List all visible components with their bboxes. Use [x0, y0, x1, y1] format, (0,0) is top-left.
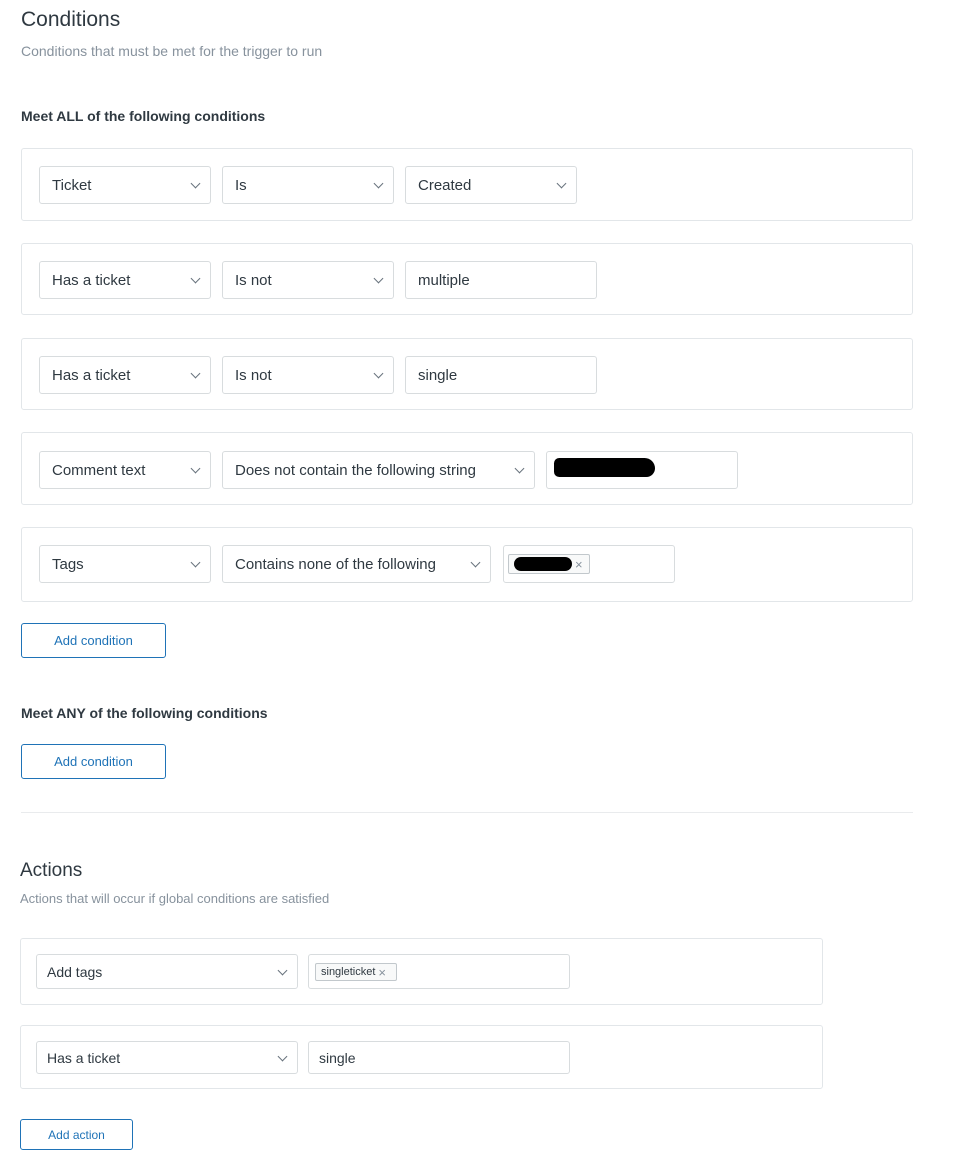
condition-value-text: multiple — [418, 271, 470, 289]
tag-label: singleticket — [321, 966, 376, 978]
chevron-down-icon — [191, 369, 201, 379]
condition-operator-select[interactable] — [222, 545, 491, 583]
condition-field-value: Has a ticket — [52, 366, 131, 384]
chevron-down-icon — [191, 179, 201, 189]
condition-field-value: Tags — [52, 555, 84, 573]
action-row — [20, 1025, 823, 1089]
action-field-value: Has a ticket — [47, 1049, 121, 1066]
condition-value-select[interactable] — [405, 166, 577, 204]
condition-row — [21, 148, 913, 221]
add-condition-all-button[interactable]: Add condition — [21, 623, 166, 658]
meet-all-label: Meet ALL of the following conditions — [21, 108, 266, 124]
chevron-down-icon — [278, 965, 288, 975]
condition-value-text: Created — [418, 176, 472, 194]
condition-operator-value: Is not — [235, 271, 272, 289]
chevron-down-icon — [191, 558, 201, 568]
action-field-select[interactable] — [36, 954, 298, 989]
conditions-subtitle: Conditions that must be met for the trigger to run — [21, 43, 323, 59]
condition-field-value: Ticket — [52, 176, 92, 194]
tag-remove-icon[interactable]: × — [575, 556, 583, 572]
chevron-down-icon — [515, 464, 525, 474]
chevron-down-icon — [471, 558, 481, 568]
redaction-mark — [554, 458, 655, 477]
action-value-text: single — [319, 1049, 356, 1066]
chevron-down-icon — [374, 274, 384, 284]
action-field-value: Add tags — [47, 963, 103, 980]
chevron-down-icon — [374, 369, 384, 379]
condition-row — [21, 432, 913, 505]
action-row — [20, 938, 823, 1005]
condition-value-text: single — [418, 366, 458, 384]
tags-input[interactable] — [503, 545, 675, 583]
condition-value-input[interactable] — [405, 356, 597, 394]
section-divider — [21, 812, 913, 813]
redaction-mark — [514, 557, 572, 571]
condition-operator-value: Contains none of the following — [235, 555, 436, 573]
condition-row — [21, 527, 913, 602]
condition-operator-select[interactable] — [222, 261, 394, 299]
tags-input[interactable] — [308, 954, 570, 989]
condition-row — [21, 243, 913, 315]
tag-remove-icon[interactable]: × — [378, 964, 387, 980]
condition-value-input[interactable] — [405, 261, 597, 299]
tag-chip — [508, 554, 590, 574]
chevron-down-icon — [374, 179, 384, 189]
condition-field-value: Has a ticket — [52, 271, 131, 289]
add-condition-any-button[interactable]: Add condition — [21, 744, 166, 779]
add-action-button[interactable]: Add action — [20, 1119, 133, 1150]
condition-field-select[interactable] — [39, 261, 211, 299]
tag-chip — [315, 963, 397, 981]
condition-operator-select[interactable] — [222, 166, 394, 204]
condition-field-select[interactable] — [39, 545, 211, 583]
condition-operator-value: Is not — [235, 366, 272, 384]
actions-subtitle: Actions that will occur if global conditions are satisfied — [20, 891, 330, 906]
chevron-down-icon — [557, 179, 567, 189]
condition-field-select[interactable] — [39, 356, 211, 394]
condition-field-select[interactable] — [39, 166, 211, 204]
condition-operator-value: Is — [235, 176, 247, 194]
chevron-down-icon — [191, 274, 201, 284]
action-field-select[interactable] — [36, 1041, 298, 1074]
condition-field-select[interactable] — [39, 451, 211, 489]
meet-any-label: Meet ANY of the following conditions — [21, 705, 268, 721]
condition-operator-select[interactable] — [222, 356, 394, 394]
action-value-input[interactable] — [308, 1041, 570, 1074]
chevron-down-icon — [278, 1051, 288, 1061]
chevron-down-icon — [191, 464, 201, 474]
conditions-title: Conditions — [21, 8, 121, 31]
condition-operator-select[interactable] — [222, 451, 535, 489]
condition-operator-value: Does not contain the following string — [235, 461, 476, 479]
condition-field-value: Comment text — [52, 461, 146, 479]
actions-title: Actions — [20, 860, 83, 881]
condition-row — [21, 338, 913, 410]
